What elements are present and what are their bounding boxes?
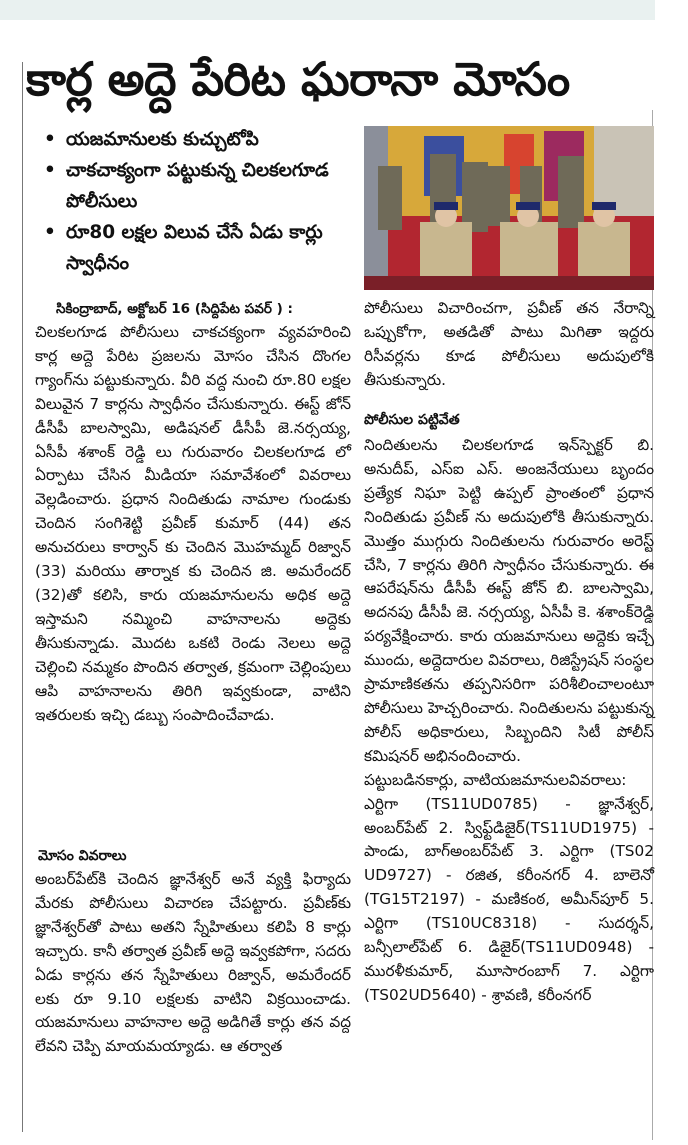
section-heading: మోసం వివరాలు (38, 848, 127, 864)
article-paragraph: పోలీసులు విచారించగా, ప్రవీణ్ తన నేరాన్ని ఒప్పుకోగా, అతడితో పాటు మిగితా ఇద్దరు రిసీవర్లను కూడ పోలీసులు అదుపులోకి తీసుకున్నారు. (364, 299, 654, 389)
dateline: సికింద్రాబాద్, అక్టోబర్ 16 (సిద్దిపేట పవర్ ) : (56, 301, 293, 317)
vehicle-list: ఎర్టిగా (TS11UD0785) - జ్ఞానేశ్వర్, అంబర్‌పేట్ 2. స్విఫ్ట్‌డిజైర్(TS11UD1975) - పాండు, బాగ్‌అంబర్‌పేట్ 3. ఎర్టిగా (TS02 UD9727) - రజిత, కరీంనగర్ 4. బాలెనో (TG15T2197) - మణికంఠ, అమీన్‌పూర్ 5. ఎర్టిగా (TS10UC8318) - సుదర్శన్, బన్సీలాల్‌పేట్ 6. డిజైర్(TS11UD0948) - మురళీకుమార్, మూసారంబాగ్ 7. ఎర్టిగా (TS02UD5640) - శ్రావణి, కరీంనగర్ (364, 794, 654, 1004)
bullet-text: చాకచాక్యంగా పట్టుకున్న చిలకలగూడ పోలీసులు (66, 160, 329, 212)
bullet-text: రూ80 లక్షల విలువ చేసే ఏడు కార్లు స్వాధీనం (66, 222, 323, 274)
press-meet-photo (364, 126, 654, 290)
bullet-dot-icon: • (44, 129, 56, 150)
bullet-item (40, 124, 360, 155)
headline: కార్ల అద్దె పేరిట ఘరానా మోసం (26, 52, 570, 106)
section-heading: పోలీసుల పట్టివేత (364, 412, 460, 428)
article-paragraph: నిందితులను చిలకలగూడ ఇన్‌స్పెక్టర్ బి. అనుదీప్, ఎస్ఐ ఎస్. అంజనేయులు బృందం ప్రత్యేక నిఘా పెట్టి ఉప్పల్ ప్రాంతంలో ప్రధాన నిందితుడు ప్రవీణ్ ను అదుపులోకి తీసుకున్నారు. మొత్తం ముగ్గురు నిందితులను గురువారం అరెస్ట్ చేసి, 7 కార్లను తిరిగి స్వాధీనం చేసుకున్నారు. ఈ ఆపరేషన్‌ను డీసీపీ ఈస్ట్ జోన్ బి. బాలస్వామి, అదనపు డీసీపీ జె. నర్సయ్య, ఏసీపీ కె. శశాంక్‌రెడ్డి పర్యవేక్షించారు. కారు యజమానులు అద్దెకు ఇచ్చే ముందు, అద్దెదారుల వివరాలు, రిజిస్ట్రేషన్ సంస్థల ప్రామాణికతను తప్పనిసరిగా పరిశీలించాలంటూ పోలీసులు హెచ్చరించారు. నిందితులను పట్టుకున్న పోలీస్ అధికారులు, సిబ్బందిని సిటీ పోలీస్ కమిషనర్ అభినందించారు. (364, 436, 654, 765)
bullet-item (40, 217, 360, 279)
bullet-item (40, 155, 360, 217)
press-meet-photo-illustration (364, 126, 654, 290)
bullet-dot-icon: • (44, 222, 56, 243)
column-rule-left (22, 62, 23, 1132)
bullet-text: యజమానులకు కుచ్చుటోపి (66, 129, 259, 150)
article-paragraph: చిలకలగూడ పోలీసులు చాకచక్యంగా వ్యవహరించి కార్ల అద్దె పేరిట ప్రజలను మోసం చేసిన దొంగల గ్యాంగ్‌ను పట్టుకున్నారు. వీరి వద్ద నుంచి రూ.80 లక్షల విలువైన 7 కార్లను స్వాధీనం చేసుకున్నారు. ఈస్ట్ జోన్ డీసీపీ బాలస్వామి, అడిషనల్ డీసీపీ జె.నర్సయ్య, ఏసీపీ శశాంక్ రెడ్డి లు గురువారం చిలకలగూడ లో ఏర్పాటు చేసిన మీడియా సమావేశంలో వివరాలు వెల్లడించారు. ప్రధాన నిందితుడు నామాల గుండుకు చెందిన సంగిశెట్టి ప్రవీణ్ కుమార్ (44) తన అనుచరులు కార్వాన్ కు చెందిన మొహమ్మద్ రిజ్వాన్ (33) మరియు తార్నాక కు చెందిన జి. అమరేందర్ (32)తో కలిసి, కారు యజమానులను అధిక అద్దె ఇస్తామని నమ్మించి వాహనాలను అద్దెకు తీసుకున్నాడు. మొదట ఒకటి రెండు నెలలు అద్దె చెల్లించి నమ్మకం పొందిన తర్వాత, క్రమంగా చెల్లింపులు ఆపి వాహనాలను తిరిగి ఇవ్వకుండా, వాటిని ఇతరులకు ఇచ్చి డబ్బు సంపాదించేవాడు. (35, 323, 351, 724)
article-column-left-continued (35, 868, 351, 1059)
vehicle-list-intro: పట్టుబడినకార్లు, వాటియజమానులవివరాలు: (364, 770, 627, 789)
article-paragraph: అంబర్‌పేట్‌కి చెందిన జ్ఞానేశ్వర్ అనే వ్యక్తి ఫిర్యాదు మేరకు పోలీసులు విచారణ చేపట్టారు. ప్రవీణ్‌కు జ్ఞానేశ్వర్‌తో పాటు అతని స్నేహితులు కలిపి 8 కార్లు ఇచ్చారు. కానీ తర్వాత ప్రవీణ్ అద్దె ఇవ్వకపోగా, సదరు ఏడు కార్లను తన స్నేహితులు రిజ్వాన్, అమరేందర్ లకు రూ 9.10 లక్షలకు వాటిని విక్రయించాడు. యజమానులు వాహనాల అద్దె అడిగితే కార్లు తన వద్ద లేవని చెప్పి మాయమయ్యాడు. ఆ తర్వాత (35, 870, 351, 1056)
article-column-left (35, 321, 351, 727)
bullet-dot-icon: • (44, 160, 56, 181)
article-column-right (364, 434, 654, 1008)
highlight-bullets (40, 124, 360, 279)
top-band (0, 0, 655, 20)
article-column-right-top (364, 297, 654, 393)
